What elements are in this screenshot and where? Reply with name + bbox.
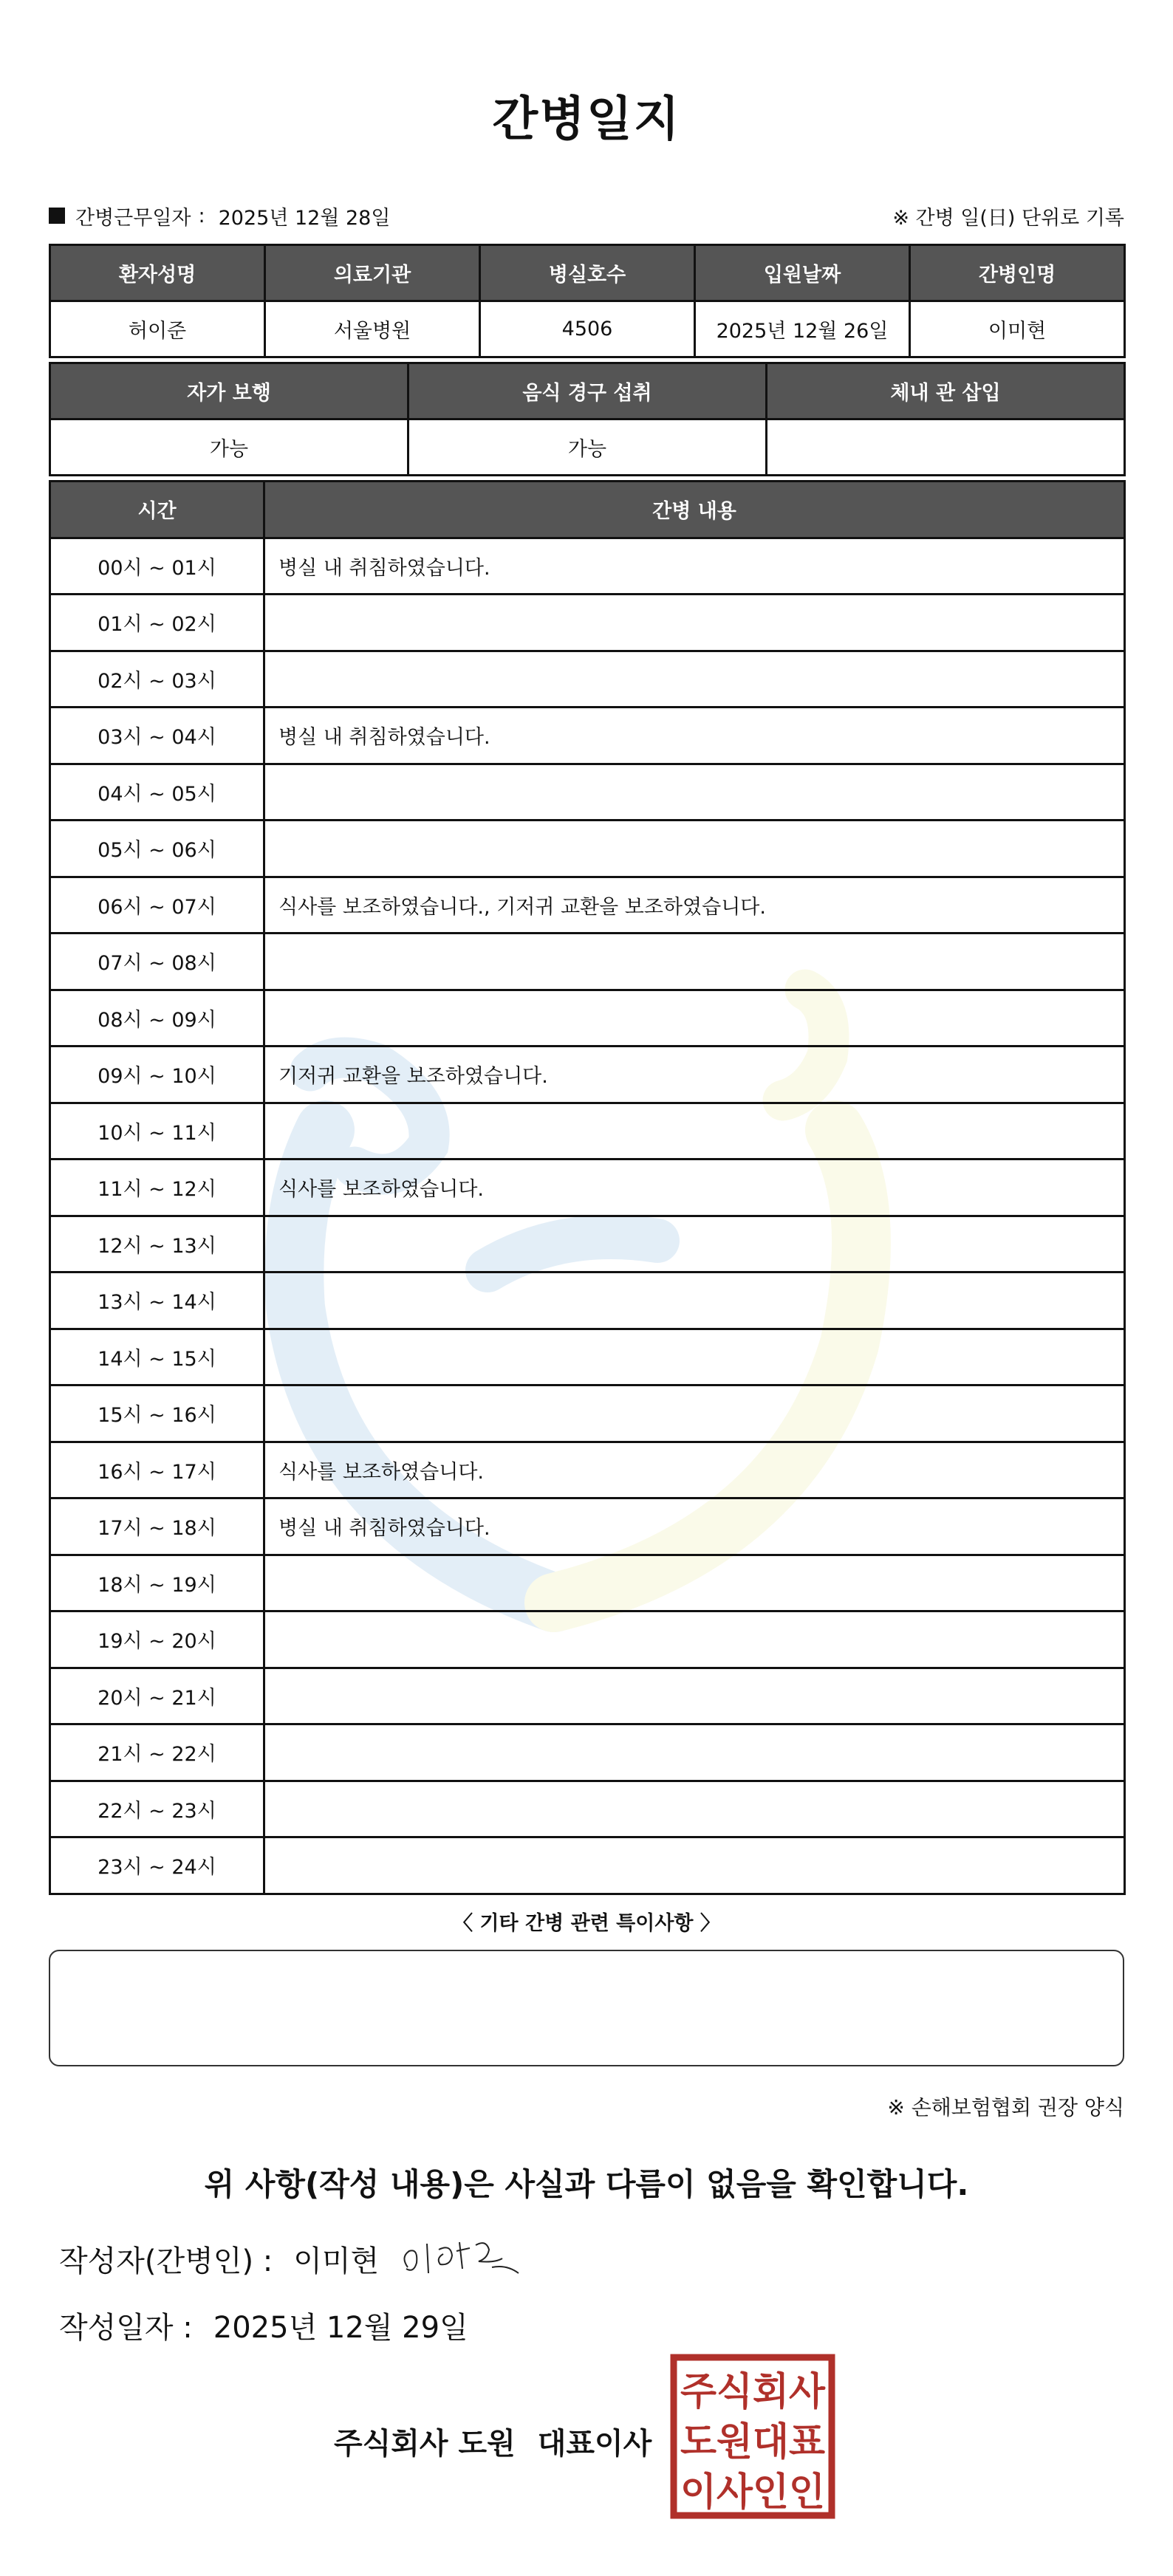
patient-name: 허이준 <box>50 301 265 357</box>
log-content: 식사를 보조하였습니다., 기저귀 교환을 보조하였습니다. <box>264 877 1125 934</box>
log-row <box>50 1329 1125 1385</box>
header-hospital: 의료기관 <box>265 245 480 301</box>
log-row <box>50 595 1125 651</box>
log-row <box>50 1046 1125 1103</box>
company-seal-stamp <box>669 2353 836 2520</box>
company-name: 주식회사 도원 <box>334 2427 516 2461</box>
room-number: 4506 <box>480 301 695 357</box>
log-time: 18시 ~ 19시 <box>50 1555 264 1611</box>
log-content <box>264 1668 1125 1724</box>
log-time: 23시 ~ 24시 <box>50 1837 264 1894</box>
log-time: 12시 ~ 13시 <box>50 1216 264 1272</box>
log-time: 10시 ~ 11시 <box>50 1103 264 1159</box>
header-care-content: 간병 내용 <box>264 482 1125 538</box>
log-time: 01시 ~ 02시 <box>50 595 264 651</box>
square-bullet-icon <box>49 208 65 224</box>
log-row <box>50 1724 1125 1781</box>
log-time: 20시 ~ 21시 <box>50 1668 264 1724</box>
log-time: 04시 ~ 05시 <box>50 764 264 821</box>
log-header-row <box>50 482 1125 538</box>
log-content <box>264 1611 1125 1668</box>
log-row <box>50 651 1125 708</box>
seal-text-line: 이사인인 <box>680 2470 825 2515</box>
seal-text-line: 주식회사 <box>680 2370 826 2414</box>
status-value-row <box>50 419 1125 476</box>
remarks-title: 〈 기타 간병 관련 특이사항 〉 <box>453 1912 720 1935</box>
log-content <box>264 1103 1125 1159</box>
status-header-row <box>50 363 1125 419</box>
patient-value-row <box>50 301 1125 357</box>
header-tube-insertion: 체내 관 삽입 <box>767 363 1125 419</box>
meta-row <box>49 198 1124 233</box>
log-row <box>50 1216 1125 1272</box>
log-content <box>264 1724 1125 1781</box>
header-caregiver-name: 간병인명 <box>910 245 1125 301</box>
log-row <box>50 990 1125 1046</box>
log-row <box>50 1159 1125 1216</box>
header-time: 시간 <box>50 482 264 538</box>
oral-intake-value: 가능 <box>408 419 767 476</box>
log-content <box>264 990 1125 1046</box>
log-row <box>50 1385 1125 1442</box>
hospital-name: 서울병원 <box>265 301 480 357</box>
header-patient-name: 환자성명 <box>50 245 265 301</box>
company-role: 대표이사 <box>537 2427 652 2461</box>
log-content: 기저귀 교환을 보조하였습니다. <box>264 1046 1125 1103</box>
self-walking-value: 가능 <box>50 419 408 476</box>
writer-line <box>59 2238 379 2280</box>
log-content <box>264 1781 1125 1837</box>
log-row <box>50 821 1125 877</box>
log-time: 13시 ~ 14시 <box>50 1272 264 1329</box>
log-row <box>50 764 1125 821</box>
log-row <box>50 1611 1125 1668</box>
log-row <box>50 538 1125 595</box>
hourly-care-log-table <box>49 480 1126 1895</box>
log-row <box>50 708 1125 764</box>
log-time: 09시 ~ 10시 <box>50 1046 264 1103</box>
written-date-line <box>59 2304 468 2346</box>
log-content <box>264 1272 1125 1329</box>
handwritten-signature <box>399 2229 532 2288</box>
log-content: 병실 내 취침하였습니다. <box>264 708 1125 764</box>
log-time: 15시 ~ 16시 <box>50 1385 264 1442</box>
log-time: 17시 ~ 18시 <box>50 1498 264 1555</box>
log-row <box>50 1103 1125 1159</box>
log-row <box>50 1781 1125 1837</box>
log-time: 21시 ~ 22시 <box>50 1724 264 1781</box>
log-time: 06시 ~ 07시 <box>50 877 264 934</box>
log-content <box>264 1216 1125 1272</box>
log-content <box>264 764 1125 821</box>
log-time: 08시 ~ 09시 <box>50 990 264 1046</box>
log-row <box>50 1272 1125 1329</box>
log-content <box>264 595 1125 651</box>
log-row <box>50 934 1125 990</box>
header-admission-date: 입원날짜 <box>695 245 910 301</box>
log-content <box>264 1385 1125 1442</box>
log-row <box>50 1498 1125 1555</box>
written-date-label: 작성일자 : <box>59 2311 193 2345</box>
log-content <box>264 1837 1125 1894</box>
log-content <box>264 651 1125 708</box>
writer-label: 작성자(간병인) : <box>59 2244 273 2278</box>
work-date-separator: : <box>198 204 205 227</box>
caregiver-name: 이미현 <box>910 301 1125 357</box>
tube-insertion-value <box>767 419 1125 476</box>
work-date <box>49 202 390 230</box>
log-time: 02시 ~ 03시 <box>50 651 264 708</box>
log-time: 03시 ~ 04시 <box>50 708 264 764</box>
header-self-walking: 자가 보행 <box>50 363 408 419</box>
log-content <box>264 821 1125 877</box>
patient-header-row <box>50 245 1125 301</box>
header-room-number: 병실호수 <box>480 245 695 301</box>
log-time: 05시 ~ 06시 <box>50 821 264 877</box>
log-content: 식사를 보조하였습니다. <box>264 1442 1125 1498</box>
log-time: 16시 ~ 17시 <box>50 1442 264 1498</box>
work-date-value: 2025년 12월 28일 <box>218 206 391 230</box>
seal-text-line: 도원대표 <box>680 2420 825 2464</box>
writer-name: 이미현 <box>293 2244 380 2278</box>
log-time: 19시 ~ 20시 <box>50 1611 264 1668</box>
patient-info-table <box>49 244 1126 358</box>
log-content: 식사를 보조하였습니다. <box>264 1159 1125 1216</box>
recommended-form-note: ※ 손해보험협회 권장 양식 <box>887 2095 1124 2120</box>
admission-date: 2025년 12월 26일 <box>695 301 910 357</box>
log-row <box>50 877 1125 934</box>
patient-status-table <box>49 362 1126 476</box>
log-time: 14시 ~ 15시 <box>50 1329 264 1385</box>
company-signature-line <box>334 2420 652 2462</box>
record-unit-note: ※ 간병 일(日) 단위로 기록 <box>892 206 1124 230</box>
log-row <box>50 1442 1125 1498</box>
log-content: 병실 내 취침하였습니다. <box>264 1498 1125 1555</box>
log-content <box>264 934 1125 990</box>
log-row <box>50 1837 1125 1894</box>
log-row <box>50 1555 1125 1611</box>
header-oral-intake: 음식 경구 섭취 <box>408 363 767 419</box>
log-time: 22시 ~ 23시 <box>50 1781 264 1837</box>
log-time: 00시 ~ 01시 <box>50 538 264 595</box>
log-time: 11시 ~ 12시 <box>50 1159 264 1216</box>
confirmation-statement: 위 사항(작성 내용)은 사실과 다름이 없음을 확인합니다. <box>204 2166 969 2202</box>
written-date-value: 2025년 12월 29일 <box>213 2311 468 2345</box>
log-row <box>50 1668 1125 1724</box>
remarks-box <box>49 1950 1124 2066</box>
page-title: 간병일지 <box>492 92 681 147</box>
log-content: 병실 내 취침하였습니다. <box>264 538 1125 595</box>
log-time: 07시 ~ 08시 <box>50 934 264 990</box>
log-content <box>264 1555 1125 1611</box>
log-content <box>264 1329 1125 1385</box>
work-date-label: 간병근무일자 <box>75 206 191 230</box>
